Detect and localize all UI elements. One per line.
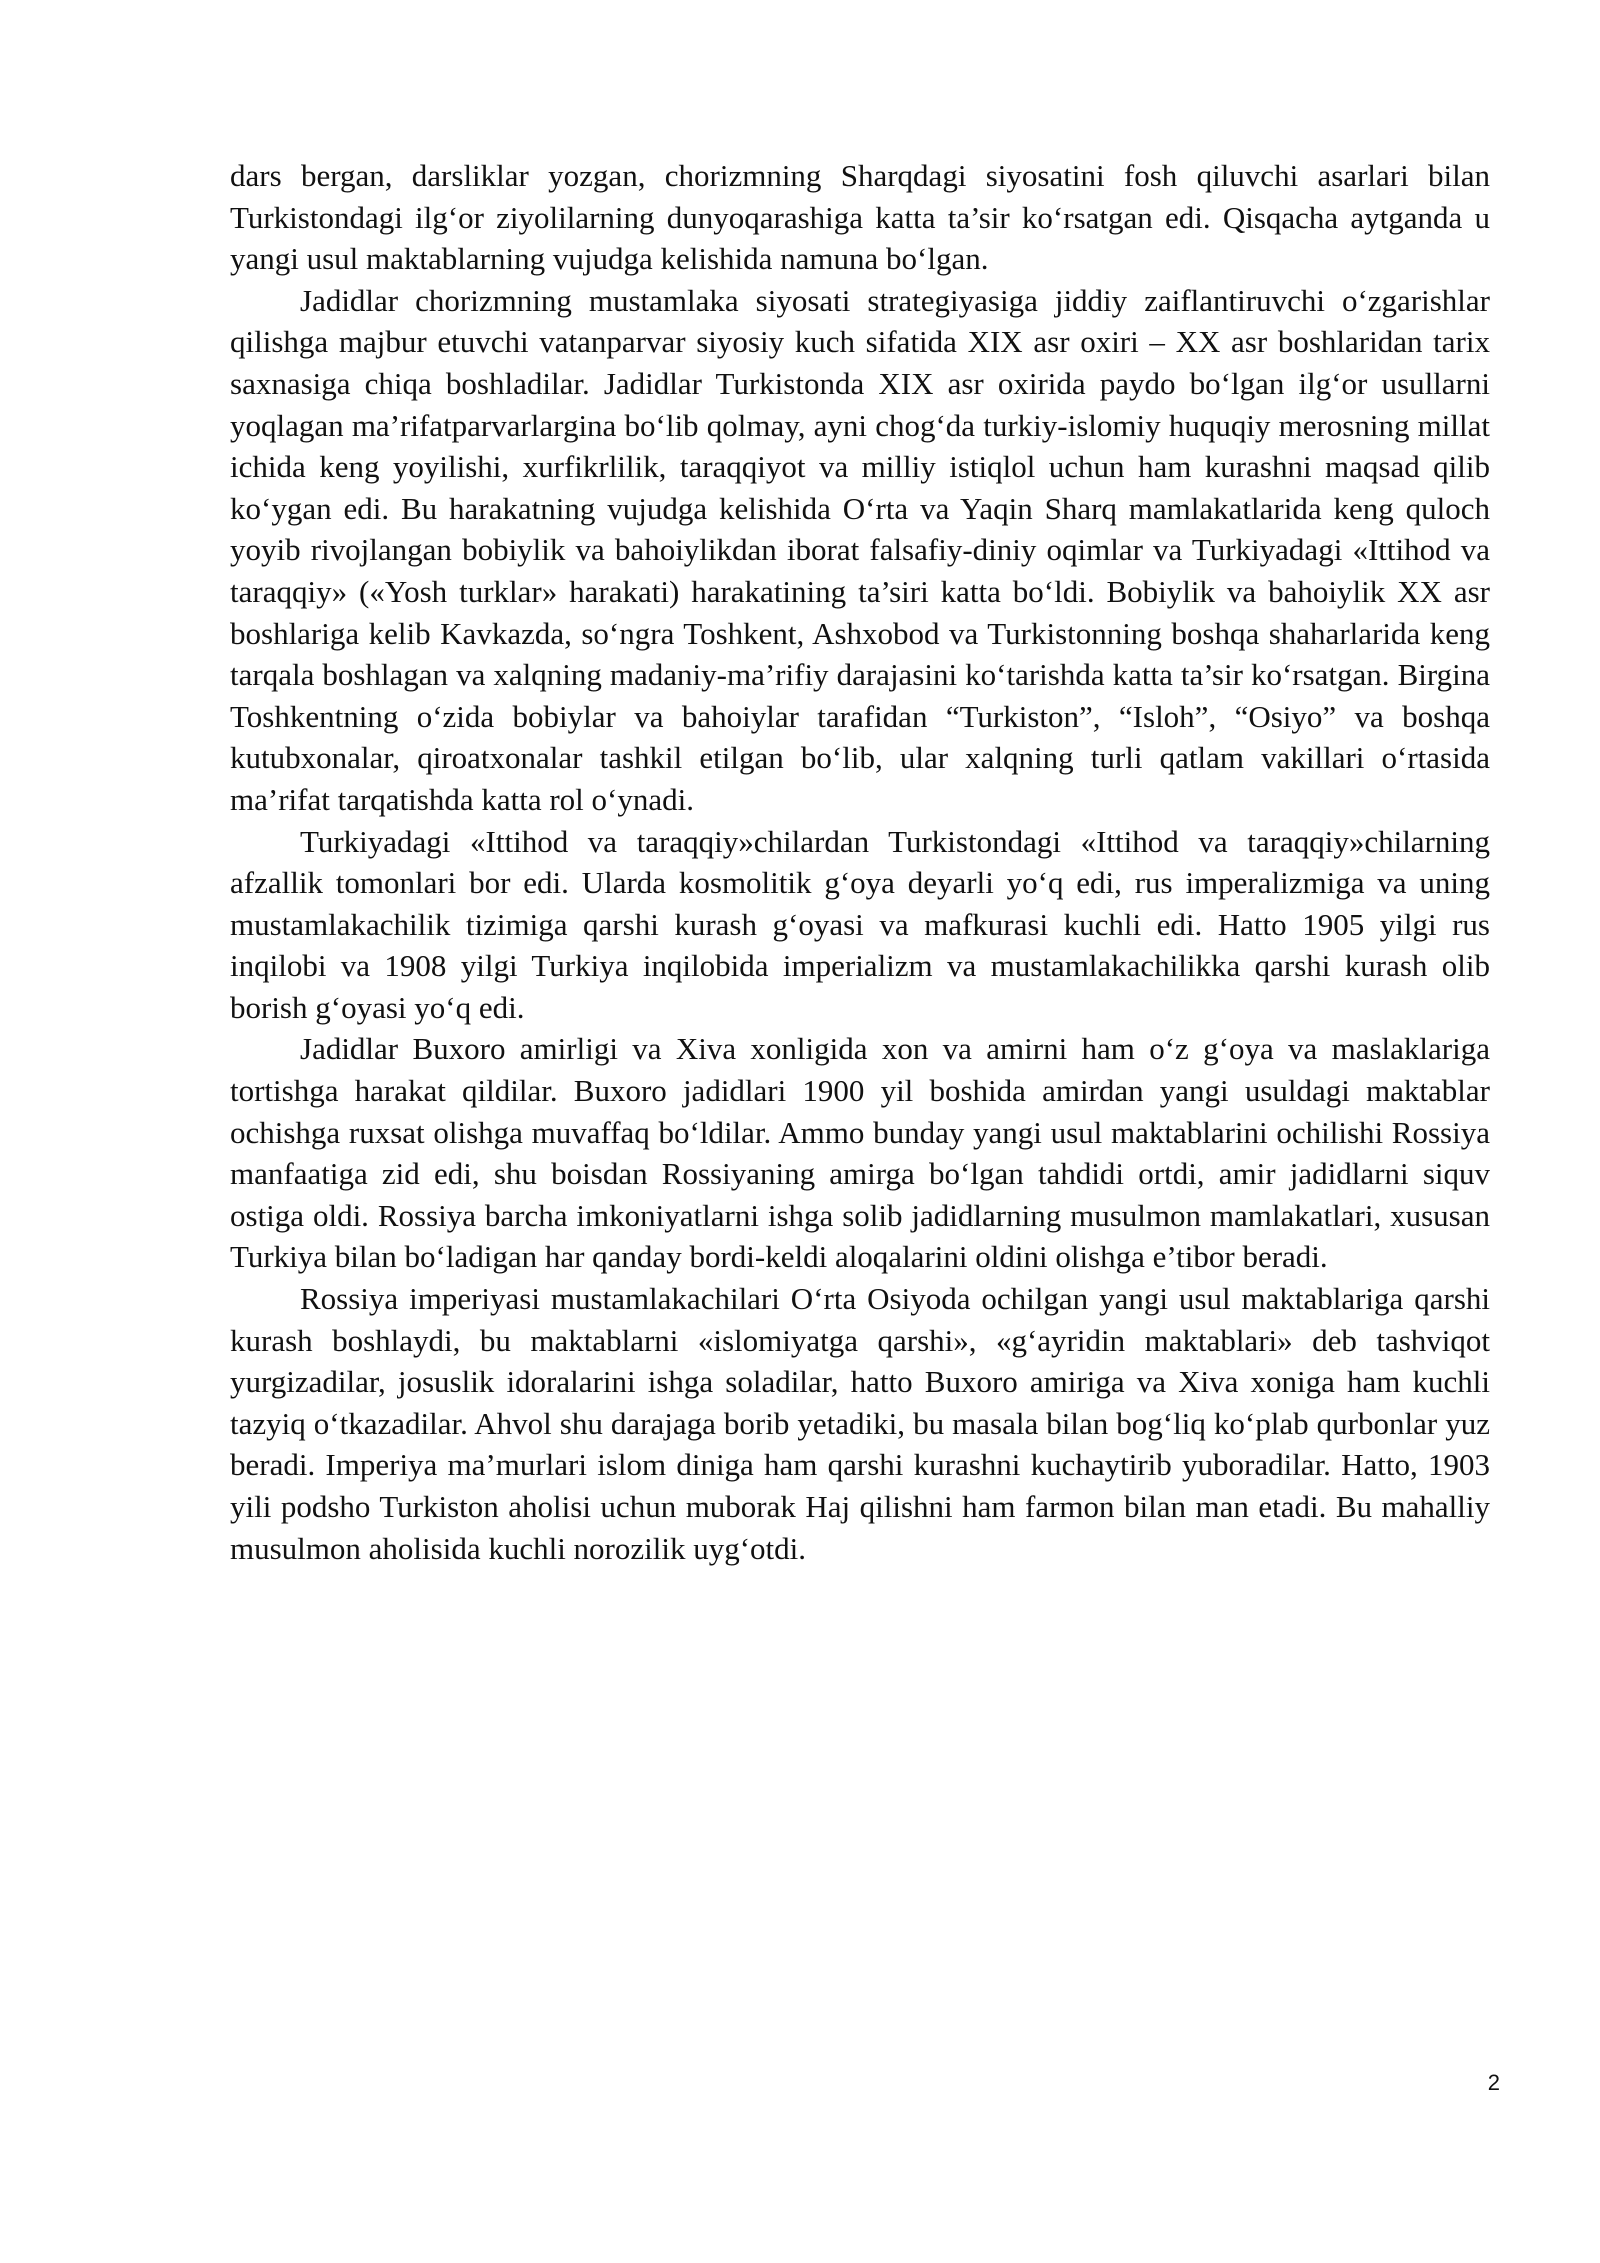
- paragraph: Jadidlar chorizmning mustamlaka siyosati strategiyasiga jiddiy zaiflantiruvchi o‘zgarishlar qilishga majbur etuvchi vatanparvar siyosiy kuch sifatida XIX asr oxiri – XX asr boshlaridan tarix saxnasiga chiqa boshladilar. Jadidlar Turkistonda XIX asr oxirida paydo bo‘lgan ilg‘or usullarni yoqlagan ma’rifatparvarlargina bo‘lib qolmay, ayni chog‘da turkiy-islomiy huquqiy merosning millat ichida keng yoyilishi, xurfikrlilik, taraqqiyot va milliy istiqlol uchun ham kurashni maqsad qilib ko‘ygan edi. Bu harakatning vujudga kelishida O‘rta va Yaqin Sharq mamlakatlarida keng quloch yoyib rivojlangan bobiylik va bahoiylikdan iborat falsafiy-diniy oqimlar va Turkiyadagi «Ittihod va taraqqiy» («Yosh turklar» harakati) harakatining ta’siri katta bo‘ldi. Bobiylik va bahoiylik XX asr boshlariga kelib Kavkazda, so‘ngra Toshkent, Ashxobod va Turkistonning boshqa shaharlarida keng tarqala boshlagan va xalqning madaniy-ma’rifiy darajasini ko‘tarishda katta ta’sir ko‘rsatgan. Birgina Toshkentning o‘zida bobiylar va bahoiylar tarafidan “Turkiston”, “Isloh”, “Osiyo” va boshqa kutubxonalar, qiroatxonalar tashkil etilgan bo‘lib, ular xalqning turli qatlam vakillari o‘rtasida ma’rifat tarqatishda katta rol o‘ynadi.: [230, 282, 1490, 817]
- paragraph: dars bergan, darsliklar yozgan, chorizmning Sharqdagi siyosatini fosh qiluvchi asarlari bilan Turkistondagi ilg‘or ziyolilarning dunyoqarashiga katta ta’sir ko‘rsatgan edi. Qisqacha aytganda u yangi usul maktablarning vujudga kelishida namuna bo‘lgan.: [230, 158, 1490, 277]
- page-number: 2: [1487, 2070, 1500, 2095]
- paragraph: Jadidlar Buxoro amirligi va Xiva xonligida xon va amirni ham o‘z g‘oya va maslaklariga tortishga harakat qildilar. Buxoro jadidlari 1900 yil boshida amirdan yangi usuldagi maktablar ochishga ruxsat olishga muvaffaq bo‘ldilar. Ammo bunday yangi usul maktablarini ochilishi Rossiya manfaatiga zid edi, shu boisdan Rossiyaning amirga bo‘lgan tahdidi ortdi, amir jadidlarni siquv ostiga oldi. Rossiya barcha imkoniyatlarni ishga solib jadidlarning musulmon mamlakatlari, xususan Turkiya bilan bo‘ladigan har qanday bordi-keldi aloqalarini oldini olishga e’tibor beradi.: [230, 1031, 1490, 1275]
- body-text: [230, 155, 1490, 1569]
- paragraph: Turkiyadagi «Ittihod va taraqqiy»chilardan Turkistondagi «Ittihod va taraqqiy»chilarning afzallik tomonlari bor edi. Ularda kosmolitik g‘oya deyarli yo‘q edi, rus imperalizmiga va uning mustamlakachilik tizimiga qarshi kurash g‘oyasi va mafkurasi kuchli edi. Hatto 1905 yilgi rus inqilobi va 1908 yilgi Turkiya inqilobida imperializm va mustamlakachilikka qarshi kurash olib borish g‘oyasi yo‘q edi.: [230, 823, 1490, 1025]
- paragraph: Rossiya imperiyasi mustamlakachilari O‘rta Osiyoda ochilgan yangi usul maktablariga qarshi kurash boshlaydi, bu maktablarni «islomiyatga qarshi», «g‘ayridin maktablari» deb tashviqot yurgizadilar, josuslik idoralarini ishga soladilar, hatto Buxoro amiriga va Xiva xoniga ham kuchli tazyiq o‘tkazadilar. Ahvol shu darajaga borib yetadiki, bu masala bilan bog‘liq ko‘plab qurbonlar yuz beradi. Imperiya ma’murlari islom diniga ham qarshi kurashni kuchaytirib yuboradilar. Hatto, 1903 yili podsho Turkiston aholisi uchun muborak Haj qilishni ham farmon bilan man etadi. Bu mahalliy musulmon aholisida kuchli norozilik uyg‘otdi.: [230, 1281, 1490, 1566]
